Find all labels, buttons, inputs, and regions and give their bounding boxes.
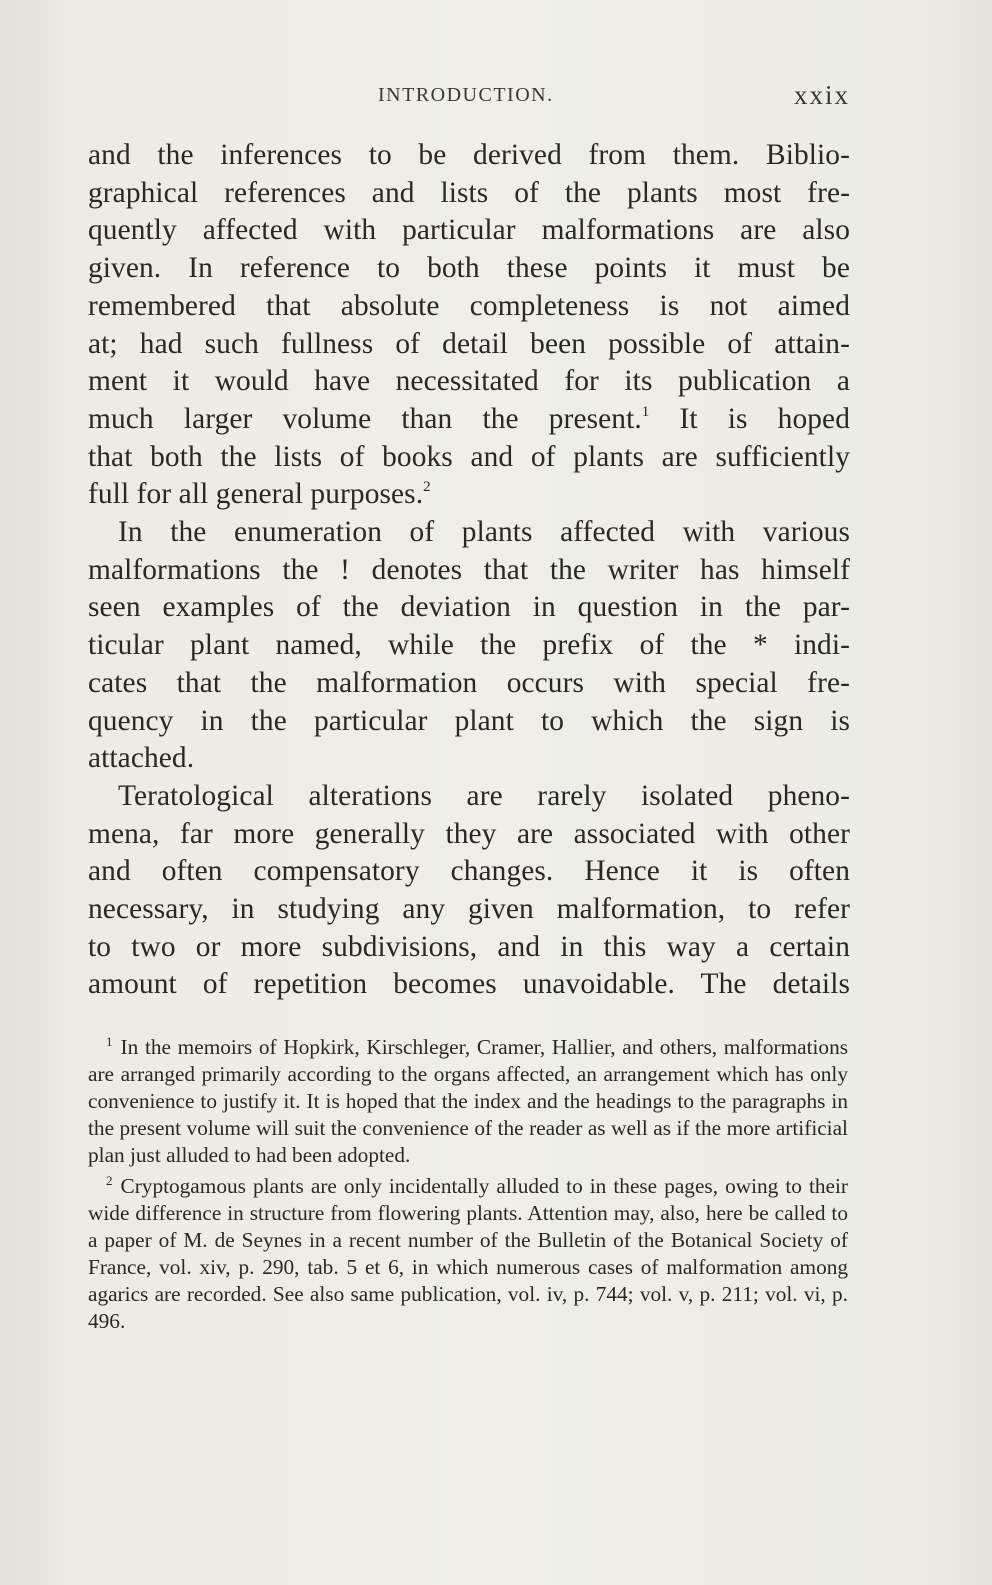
main-text <box>88 137 850 1004</box>
text-line: attached. <box>88 742 195 775</box>
running-title: INTRODUCTION. <box>378 84 554 106</box>
footnote-line: Attention may, also, here be called to a paper of M. de Seynes in a <box>88 1201 848 1252</box>
footnote-line: vol. v, p. 211; vol. vi, p. 496. <box>88 1282 848 1333</box>
footnote-line: among agarics are recorded. See also same publication, vol. iv, p. 744; <box>88 1255 849 1306</box>
text-line: cates that the malformation occurs with special fre- <box>88 666 850 699</box>
footnote-ref-1[interactable]: 1 <box>641 403 650 420</box>
footnote-line: pages, owing to their wide difference in structure from flowering plants. <box>88 1174 848 1225</box>
footnote-ref-2[interactable]: 2 <box>423 479 431 496</box>
footnote-line: In the memoirs of Hopkirk, Kirschleger, Cramer, Hallier, and <box>120 1035 653 1059</box>
footnote-line: recent number of the Bulletin of the Botanical Society of France, <box>88 1228 848 1279</box>
footnote-1 <box>88 1034 848 1169</box>
text-line: quency in the particular plant to which the sign is <box>88 704 850 737</box>
footnotes <box>88 1034 848 1339</box>
text-line: graphical references and lists of the plants most fre- <box>88 176 850 209</box>
text-line: given. In reference to both these points it must be <box>88 252 850 285</box>
text-line: In the enumeration of plants affected with various <box>118 516 850 549</box>
text-line: and the inferences to be derived from them. Biblio- <box>88 139 850 171</box>
text-line: mena, far more generally they are associated with other <box>88 817 850 850</box>
text-line: seen examples of the deviation in question in the par- <box>88 591 850 624</box>
text-line <box>88 476 850 514</box>
text-line: amount of repetition becomes unavoidable. The details <box>88 968 850 1001</box>
running-head <box>88 80 850 114</box>
footnote-2 <box>88 1173 848 1335</box>
text-line: and often compensatory changes. Hence it is often <box>88 855 850 888</box>
text-line: to two or more subdivisions, and in this way a certain <box>88 930 850 963</box>
footnote-line: hoped that the index and the headings to the paragraphs in the present <box>88 1089 848 1140</box>
page-number: xxix <box>793 80 850 110</box>
footnote-line: artificial plan just alluded to had been adopted. <box>88 1116 848 1167</box>
text-line: malformations the ! denotes that the writer has himself <box>88 553 850 586</box>
text-line: quently affected with particular malformations are also <box>88 214 850 247</box>
text-segment: full for all general purposes. <box>88 478 424 511</box>
text-segment: It is hoped <box>649 402 850 435</box>
footnote-line: affected, an arrangement which has only convenience to justify it. It is <box>88 1062 848 1113</box>
text-line: Teratological alterations are rarely isolated pheno- <box>118 779 850 812</box>
text-line: necessary, in studying any given malformation, to refer <box>88 893 850 926</box>
footnote-line: Cryptogamous plants are only incidentally alluded to in these <box>120 1174 658 1198</box>
text-line: ticular plant named, while the prefix of the * indi- <box>88 629 850 662</box>
text-line: remembered that absolute completeness is not aimed <box>88 289 850 322</box>
footnote-marker: 1 <box>106 1034 113 1049</box>
footnote-line: volume will suit the convenience of the reader as well as if the more <box>186 1116 771 1140</box>
footnote-line: vol. xiv, p. 290, tab. 5 et 6, in which numerous cases of malformation <box>159 1255 783 1279</box>
footnote-line: others, malformations are arranged primarily according to the organs <box>88 1035 849 1086</box>
text-line <box>88 401 850 439</box>
text-line: that both the lists of books and of plants are sufficiently <box>88 440 850 473</box>
text-line: at; had such fullness of detail been possible of attain- <box>88 327 850 360</box>
footnote-marker: 2 <box>106 1173 113 1188</box>
text-segment: much larger volume than the present. <box>88 402 642 435</box>
text-line: ment it would have necessitated for its publication a <box>88 365 850 398</box>
